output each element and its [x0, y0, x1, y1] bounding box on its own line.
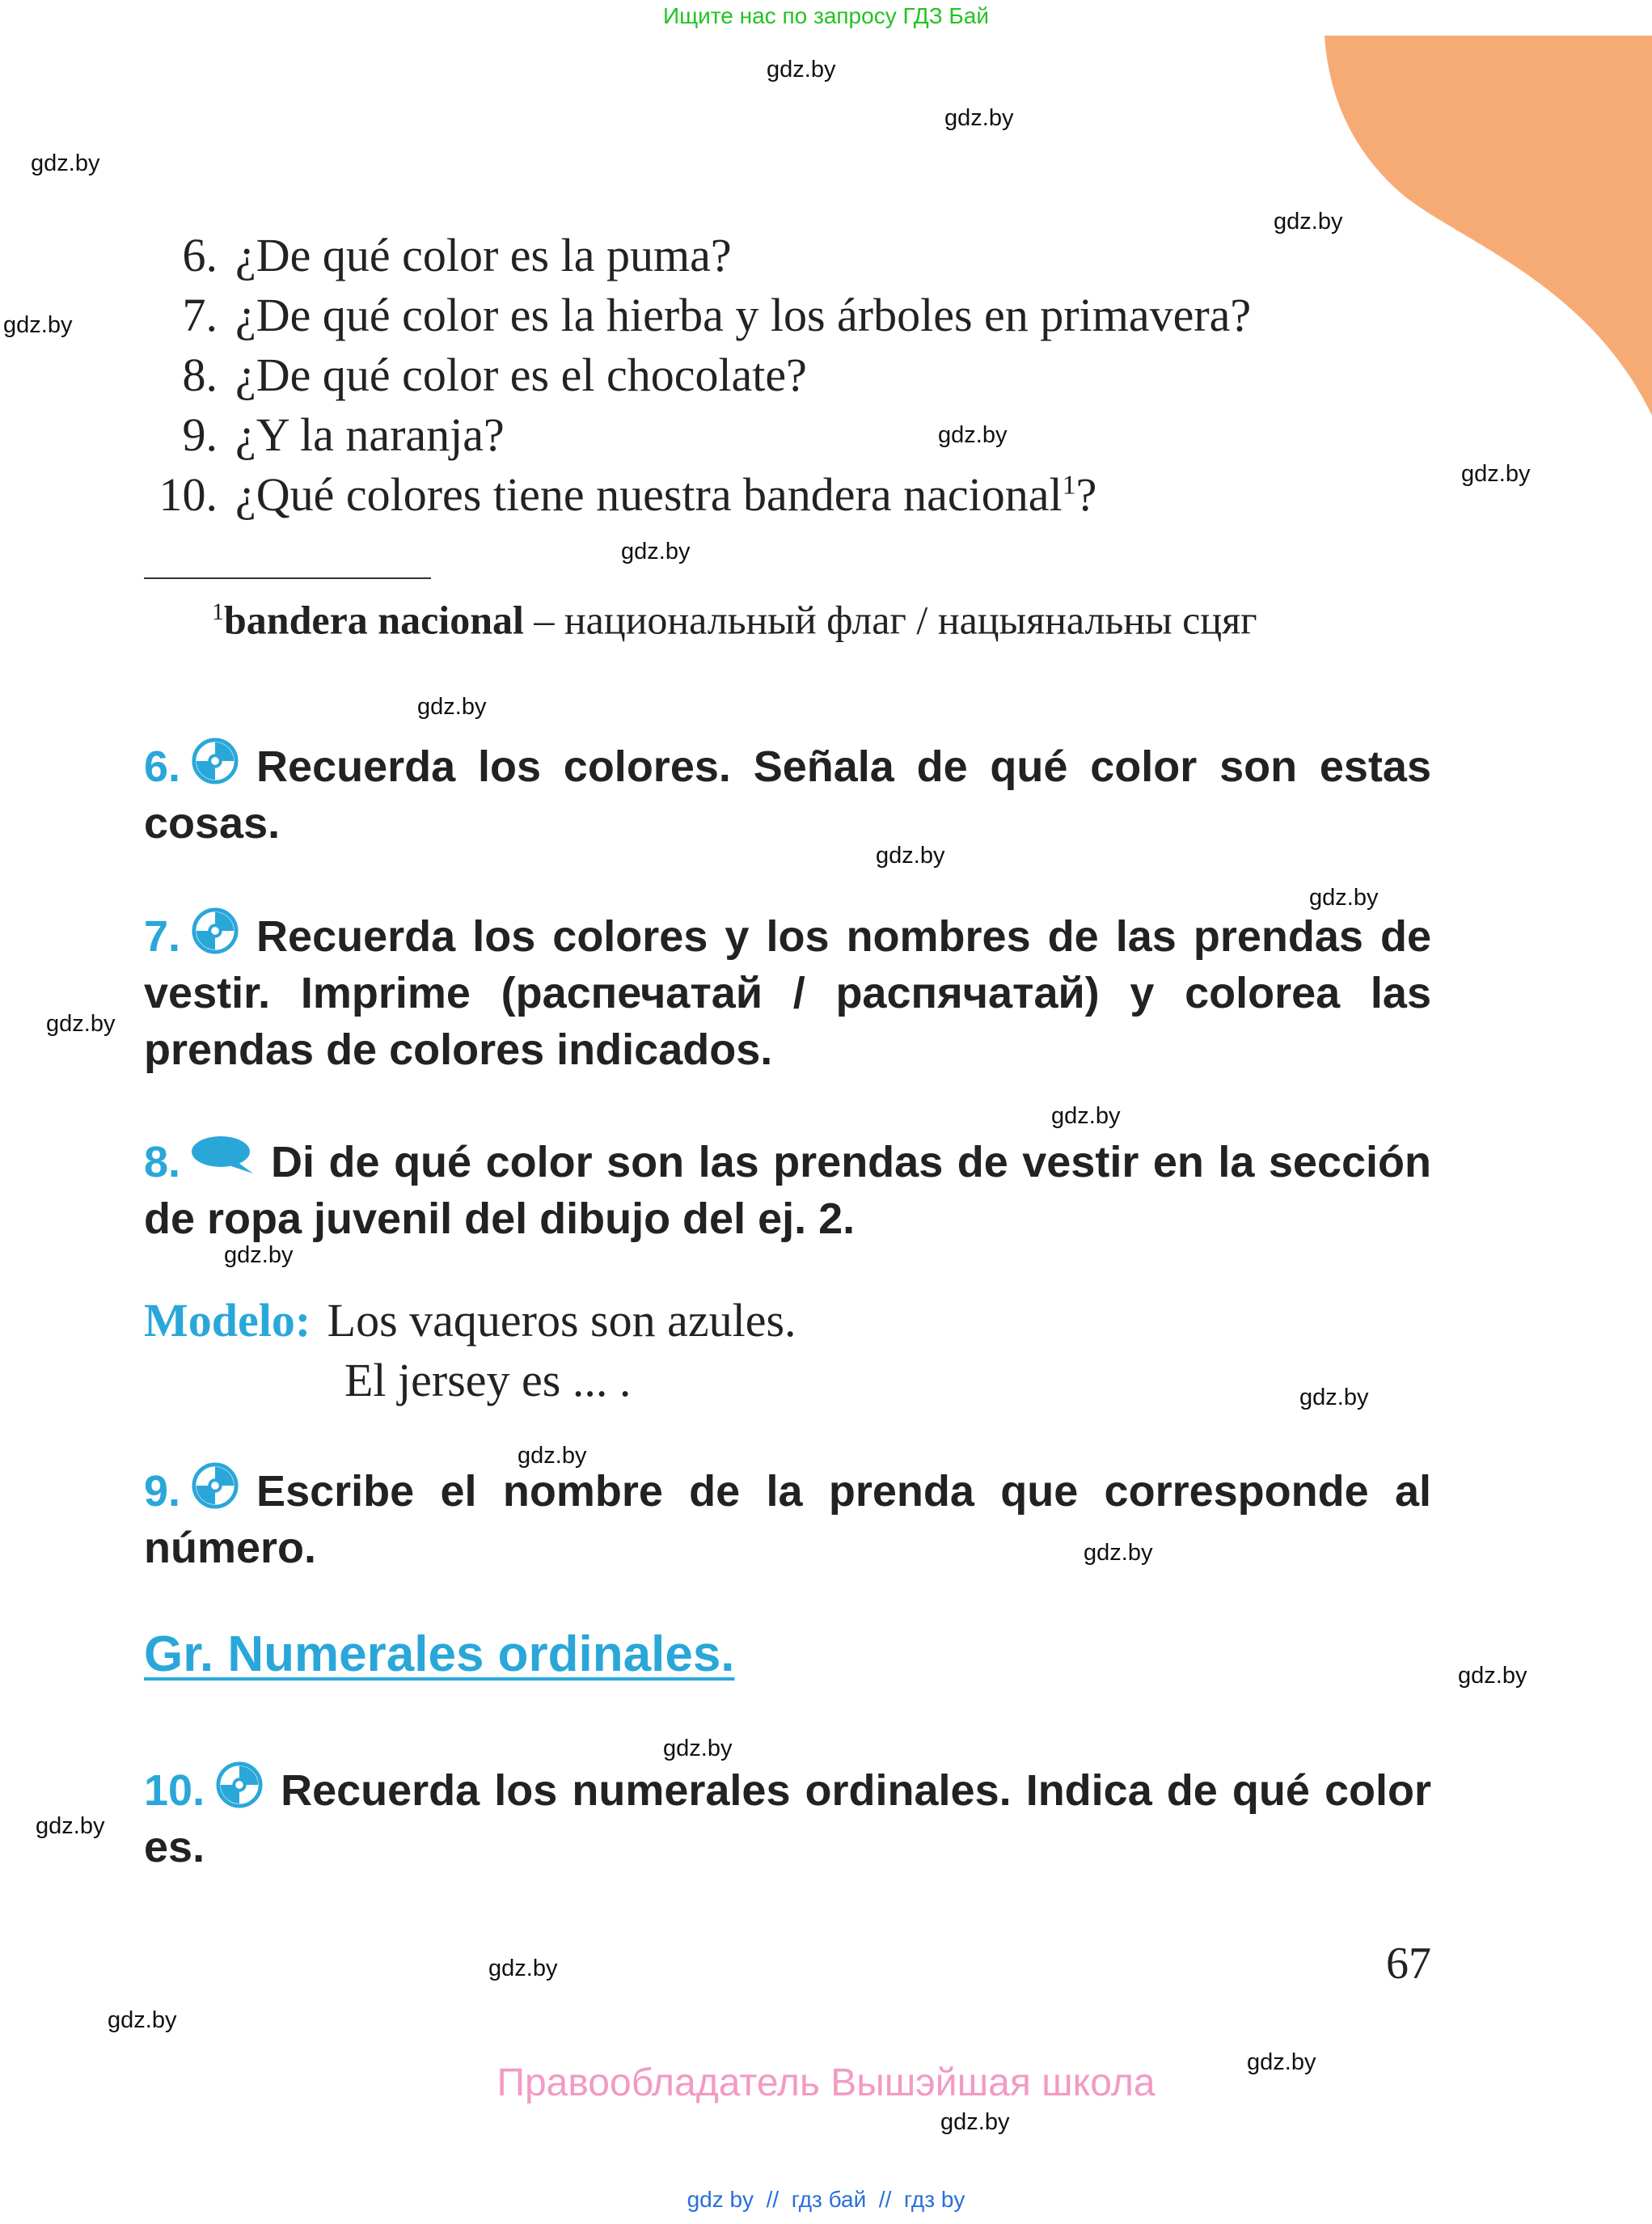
model-block: [144, 1291, 796, 1410]
model-example-1: Los vaqueros son azules.: [327, 1294, 796, 1347]
question-number: 8.: [182, 349, 218, 401]
watermark: gdz.by: [1299, 1385, 1369, 1410]
question-item: [182, 348, 807, 402]
watermark: gdz.by: [3, 312, 73, 338]
footnote-translation: – национальный флаг / нацыянальны сцяг: [523, 597, 1257, 643]
watermark: gdz.by: [108, 2007, 177, 2033]
footnote-reference[interactable]: 1: [1062, 470, 1076, 501]
question-number: 7.: [182, 289, 218, 341]
cd-icon: [192, 907, 239, 954]
question-text: ¿De qué color es la hierba y los árboles en primavera?: [235, 289, 1252, 341]
speech-bubble-icon: [190, 1135, 256, 1175]
watermark: gdz.by: [224, 1242, 294, 1268]
exercise-number: 9.: [144, 1467, 181, 1516]
exercise-text: Recuerda los colores. Señala de qué color son estas cosas.: [144, 742, 1431, 848]
exercise-9: [144, 1462, 1431, 1576]
question-text: ¿Qué colores tiene nuestra bandera nacional: [235, 468, 1063, 521]
grammar-heading: Gr. Numerales ordinales.: [144, 1626, 735, 1682]
cd-icon: [192, 1462, 239, 1509]
top-banner[interactable]: Ищите нас по запросу ГДЗ Бай: [662, 3, 990, 28]
footnote-term: bandera nacional: [224, 597, 524, 643]
exercise-7: [144, 907, 1431, 1078]
exercise-text: Di de qué color son las prendas de vestir en la sección de ropa juvenil del dibujo del ej. 2.: [144, 1138, 1431, 1243]
watermark: gdz.by: [621, 539, 691, 564]
watermark: gdz.by: [876, 843, 945, 869]
exercise-number: 8.: [144, 1138, 181, 1186]
watermark: gdz.by: [36, 1813, 105, 1839]
watermark: gdz.by: [1274, 209, 1343, 235]
watermark: gdz.by: [417, 694, 487, 720]
question-text: ¿De qué color es el chocolate?: [235, 349, 807, 401]
question-item: [182, 228, 732, 282]
exercise-number: 7.: [144, 912, 181, 961]
watermark: gdz.by: [940, 2109, 1010, 2135]
bottom-links[interactable]: gdz by // гдз бай // гдз by: [687, 2187, 965, 2212]
watermark: gdz.by: [46, 1011, 116, 1037]
cd-icon: [216, 1761, 263, 1808]
question-item: [182, 288, 1252, 342]
watermark: gdz.by: [1084, 1540, 1153, 1566]
question-end: ?: [1075, 468, 1097, 521]
page-number: 67: [1386, 1939, 1431, 1989]
model-example-2: El jersey es ... .: [344, 1354, 632, 1406]
exercise-number: 10.: [144, 1766, 205, 1815]
watermark: gdz.by: [518, 1443, 587, 1469]
footnote-rule: [144, 577, 431, 579]
model-line-2: [144, 1351, 796, 1410]
watermark: gdz.by: [1458, 1663, 1527, 1689]
question-text: ¿De qué color es la puma?: [235, 229, 732, 281]
watermark: gdz.by: [938, 422, 1008, 448]
exercise-text: Recuerda los colores y los nombres de las prendas de vestir. Imprime (распечатай / распячатай) y colorea las prendas de colores indicados.: [144, 912, 1431, 1074]
question-number: 10.: [158, 468, 218, 521]
exercise-10: [144, 1761, 1431, 1875]
footnote: [144, 586, 1431, 647]
watermark: gdz.by: [1461, 461, 1531, 487]
question-text: ¿Y la naranja?: [235, 408, 505, 461]
watermark: gdz.by: [1309, 885, 1379, 911]
watermark: gdz.by: [1247, 2049, 1316, 2075]
question-number: 9.: [182, 408, 218, 461]
decorative-corner-shape: [1320, 36, 1652, 416]
question-item: [182, 408, 505, 462]
copyright-notice: Правообладатель Вышэйшая школа: [496, 2061, 1156, 2104]
watermark: gdz.by: [488, 1956, 558, 1981]
exercise-text: Recuerda los numerales ordinales. Indica de qué color es.: [144, 1766, 1431, 1871]
cd-icon: [192, 738, 239, 784]
exercise-text: Escribe el nombre de la prenda que corresponde al número.: [144, 1467, 1431, 1572]
model-line-1: [144, 1291, 796, 1351]
footnote-marker: 1: [212, 598, 224, 625]
exercise-8: [144, 1134, 1431, 1247]
watermark: gdz.by: [1051, 1103, 1121, 1129]
question-number: 6.: [182, 229, 218, 281]
watermark: gdz.by: [31, 150, 100, 176]
watermark: gdz.by: [944, 105, 1014, 131]
exercise-6: [144, 738, 1431, 852]
watermark: gdz.by: [663, 1736, 733, 1761]
model-label: Modelo:: [144, 1294, 311, 1347]
exercise-number: 6.: [144, 742, 181, 791]
watermark: gdz.by: [767, 57, 836, 82]
question-item: [158, 467, 1097, 522]
